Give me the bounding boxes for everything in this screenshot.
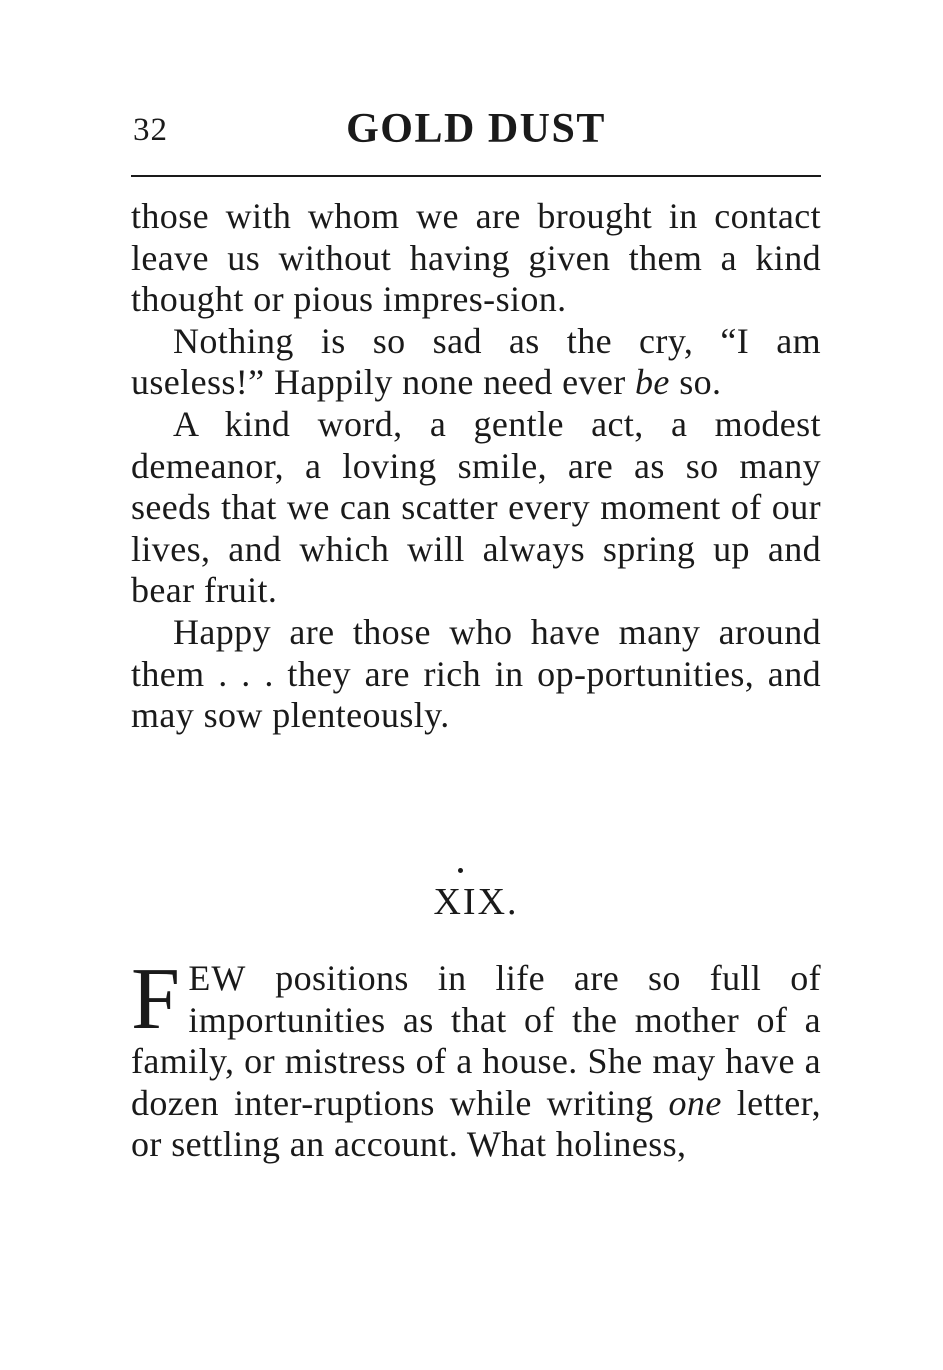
page-header [131, 100, 821, 160]
section-paragraph-end: letter, or settling an account. What holiness, [131, 1082, 821, 1165]
paragraph-useless-text: Nothing is so sad as the cry, “I am useless!” Happily none need ever [131, 320, 821, 403]
paragraph-kind-word: A kind word, a gentle act, a modest demeanor, a loving smile, are as so many seeds that we can scatter every moment of our lives, and which will always spring up and bear fruit. [131, 403, 821, 611]
section-paragraph [131, 951, 821, 1166]
section-text [131, 951, 821, 1166]
paragraph-continued: those with whom we are brought in contact leave us without having given them a kind thought or pious impres-sion. [131, 196, 821, 320]
paragraph-useless-end: so. [669, 362, 722, 403]
drop-cap: F [131, 951, 181, 1048]
running-title: GOLD DUST [346, 106, 606, 152]
stray-dot [458, 868, 463, 873]
lead-letters: EW [188, 958, 247, 998]
emphasis-be: be [635, 362, 670, 403]
header-rule [131, 175, 821, 177]
section-paragraph-text: positions in life are so full of importunities as that of the mother of a family, or mistress of a house. She may have a dozen inter-ruptions while writing [131, 958, 821, 1123]
body-text [131, 196, 821, 737]
page-number: 32 [133, 112, 168, 148]
section-heading: XIX. [433, 881, 519, 923]
paragraph-useless [131, 321, 821, 404]
emphasis-one: one [668, 1082, 722, 1123]
paragraph-happy: Happy are those who have many around them . . . they are rich in op-portunities, and may sow plenteously. [131, 611, 821, 736]
